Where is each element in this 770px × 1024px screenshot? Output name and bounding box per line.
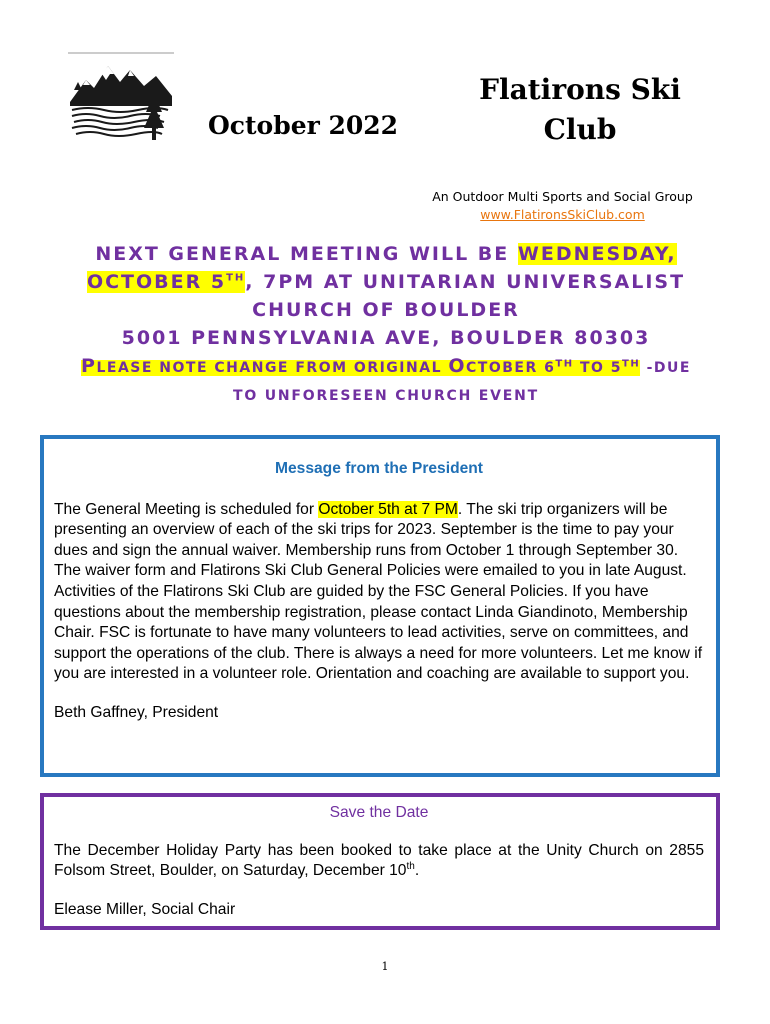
body-text: The General Meeting is scheduled for xyxy=(54,500,319,518)
club-logo xyxy=(68,52,174,144)
ordinal-suffix: TH xyxy=(555,358,574,370)
body-text: The December Holiday Party has been booked to take place at the Unity Church on 2855 Folsom Street, Boulder, on Saturday, December 10 xyxy=(54,841,704,880)
highlighted-meeting-time: October 5th at 7 PM xyxy=(318,500,458,518)
social-chair-signature: Elease Miller, Social Chair xyxy=(54,900,236,918)
save-the-date-body xyxy=(54,841,704,882)
announcement-text: LEASE NOTE CHANGE FROM ORIGINAL xyxy=(96,360,449,376)
highlighted-text xyxy=(87,271,245,293)
president-message-title: Message from the President xyxy=(275,460,483,477)
president-message-box xyxy=(40,435,720,777)
meeting-announcement xyxy=(30,240,742,410)
ordinal-suffix: th xyxy=(406,861,415,872)
ordinal-suffix: TH xyxy=(622,358,641,370)
save-the-date-title: Save the Date xyxy=(329,804,429,821)
mountain-lake-logo-icon xyxy=(68,52,174,144)
save-the-date-box xyxy=(40,793,720,930)
website-link[interactable]: www.FlatironsSkiClub.com xyxy=(480,207,645,222)
announcement-line-1 xyxy=(30,240,742,268)
announcement-text: NEXT GENERAL MEETING WILL BE xyxy=(95,243,518,265)
page-number: 1 xyxy=(381,960,389,973)
date-change-reason: TO UNFORESEEN CHURCH EVENT xyxy=(232,388,540,404)
announcement-text: TO 5 xyxy=(573,360,623,376)
issue-date: October 2022 xyxy=(208,111,399,140)
body-text: . xyxy=(414,862,420,880)
announcement-line-3: CHURCH OF BOULDER xyxy=(252,299,520,321)
small-caps-initial: P xyxy=(81,355,97,377)
announcement-text: CTOBER 6 xyxy=(466,360,556,376)
announcement-text: -DUE xyxy=(640,360,691,376)
body-text: . The ski trip organizers will be presenting an overview of each of the ski trips for 2023. September is the time to pay your dues and sign the annual waiver. Membership runs from October 1 through September 30. The waiver form and Flatirons Ski Club General Policies were emailed to you in late August. Activities of the Flatirons Ski Club are guided by the FSC General Policies. If you have questions about the membership registration, please contact Linda Giandinoto, Membership Chair. FSC is fortunate to have many volunteers to lead activities, serve on committees, and support the operations of the club. There is always a need for more volunteers. Let me know if you are interested in a volunteer role. Orientation and coaching are available to support you. xyxy=(54,500,703,683)
tagline: An Outdoor Multi Sports and Social Group xyxy=(432,189,693,204)
announcement-address: 5001 PENNSYLVANIA AVE, BOULDER 80303 xyxy=(121,327,651,349)
small-caps-initial: O xyxy=(448,355,467,377)
president-signature: Beth Gaffney, President xyxy=(54,703,219,721)
highlighted-date: OCTOBER 5 xyxy=(86,271,227,293)
highlighted-text xyxy=(81,355,641,377)
tagline-block xyxy=(410,188,715,224)
ordinal-suffix: TH xyxy=(226,272,246,284)
highlighted-text: WEDNESDAY, xyxy=(517,243,677,265)
announcement-line-2 xyxy=(30,268,742,296)
club-name-title: Flatirons Ski Club xyxy=(479,73,681,146)
announcement-text: , 7PM AT UNITARIAN UNIVERSALIST xyxy=(245,271,686,293)
date-change-note xyxy=(30,352,742,382)
president-message-body xyxy=(54,500,704,685)
